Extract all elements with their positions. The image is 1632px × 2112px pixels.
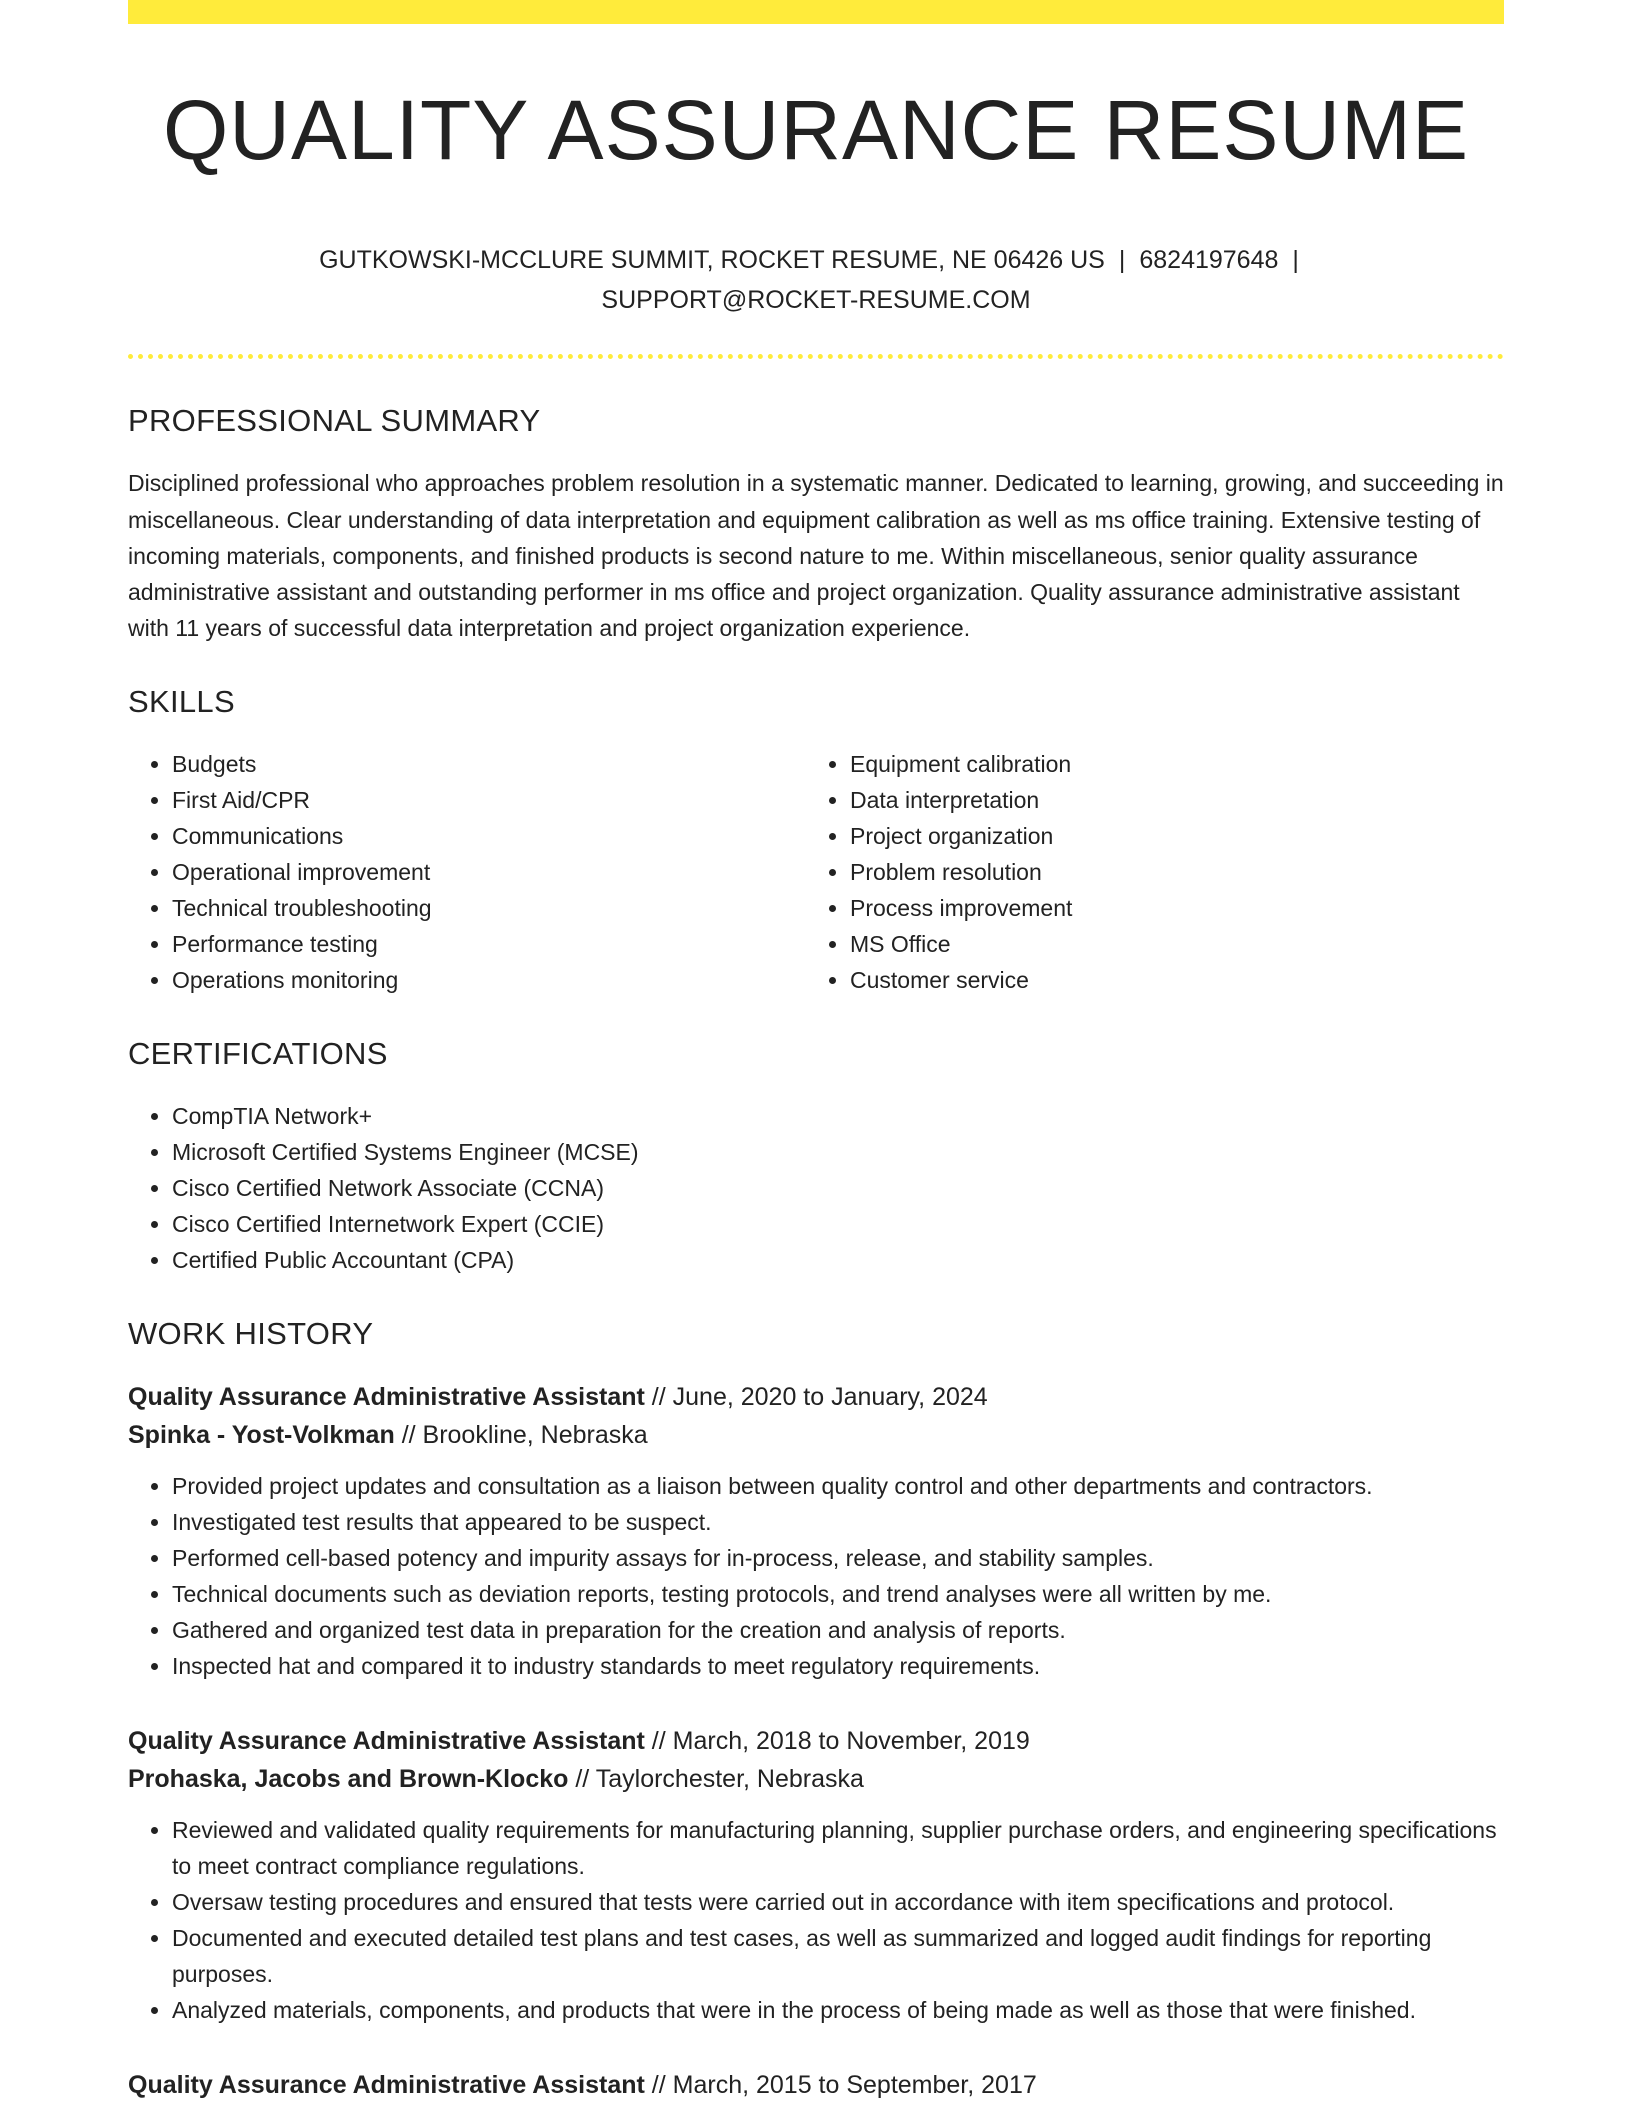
- skill-item: • Project organization: [850, 818, 1504, 854]
- resume-page: [128, 0, 1504, 2104]
- job-dates: // March, 2015 to September, 2017: [651, 2071, 1037, 2100]
- job-entry: [128, 2066, 1504, 2104]
- skills-section: [128, 684, 1504, 998]
- job-entry: [128, 1722, 1504, 2028]
- certification-item: • CompTIA Network+: [172, 1098, 1504, 1134]
- job-bullets: [128, 1812, 1504, 2028]
- job-company-line: [128, 1416, 1504, 1454]
- skill-item: • Performance testing: [172, 926, 806, 962]
- skill-item: • Customer service: [850, 962, 1504, 998]
- job-dates: // March, 2018 to November, 2019: [651, 1727, 1030, 1756]
- skill-item: • Operational improvement: [172, 854, 806, 890]
- top-accent-bar: [128, 0, 1504, 24]
- skill-item: • Technical troubleshooting: [172, 890, 806, 926]
- skill-item: • MS Office: [850, 926, 1504, 962]
- certifications-section: [128, 1036, 1504, 1278]
- certification-item: • Microsoft Certified Systems Engineer (MCSE): [172, 1134, 1504, 1170]
- skills-list-right: [806, 746, 1504, 998]
- job-entry: [128, 1378, 1504, 1684]
- skill-item: • Data interpretation: [850, 782, 1504, 818]
- job-dates: // June, 2020 to January, 2024: [651, 1383, 988, 1412]
- job-company: Spinka - Yost-Volkman: [128, 1421, 395, 1450]
- certification-item: • Certified Public Accountant (CPA): [172, 1242, 1504, 1278]
- job-location: // Taylorchester, Nebraska: [575, 1765, 864, 1794]
- job-title: Quality Assurance Administrative Assistant: [128, 2071, 645, 2100]
- skill-item: • First Aid/CPR: [172, 782, 806, 818]
- contact-info: [266, 240, 1366, 320]
- certifications-heading: CERTIFICATIONS: [128, 1036, 388, 1072]
- skills-column-right: [806, 746, 1504, 998]
- job-company: Prohaska, Jacobs and Brown-Klocko: [128, 1765, 569, 1794]
- skills-grid: [128, 746, 1504, 998]
- contact-separator: |: [1292, 246, 1299, 275]
- summary-heading: PROFESSIONAL SUMMARY: [128, 403, 541, 439]
- job-bullet: • Inspected hat and compared it to industry standards to meet regulatory requirements.: [172, 1648, 1504, 1684]
- work-history-section: [128, 1316, 1504, 2104]
- job-title: Quality Assurance Administrative Assistant: [128, 1727, 645, 1756]
- skill-item: • Process improvement: [850, 890, 1504, 926]
- job-company-line: [128, 1760, 1504, 1798]
- dotted-divider: [128, 354, 1504, 359]
- job-location: // Brookline, Nebraska: [401, 1421, 648, 1450]
- certifications-list: [128, 1098, 1504, 1278]
- job-bullet: • Performed cell-based potency and impurity assays for in-process, release, and stability samples.: [172, 1540, 1504, 1576]
- job-title: Quality Assurance Administrative Assistant: [128, 1383, 645, 1412]
- skill-item: • Operations monitoring: [172, 962, 806, 998]
- job-title-line: [128, 2066, 1504, 2104]
- skill-item: • Equipment calibration: [850, 746, 1504, 782]
- contact-email: SUPPORT@ROCKET-RESUME.COM: [601, 286, 1031, 315]
- skill-item: • Problem resolution: [850, 854, 1504, 890]
- skill-item: • Budgets: [172, 746, 806, 782]
- contact-address: GUTKOWSKI-MCCLURE SUMMIT, ROCKET RESUME, NE 06426 US: [319, 246, 1105, 275]
- job-bullets: [128, 1468, 1504, 1684]
- skills-column-left: [128, 746, 806, 998]
- work-history-heading: WORK HISTORY: [128, 1316, 374, 1352]
- skills-list-left: [128, 746, 806, 998]
- job-bullet: • Technical documents such as deviation reports, testing protocols, and trend analyses were all written by me.: [172, 1576, 1504, 1612]
- resume-title: QUALITY ASSURANCE RESUME: [162, 83, 1470, 177]
- job-bullet: • Gathered and organized test data in preparation for the creation and analysis of reports.: [172, 1612, 1504, 1648]
- summary-section: [128, 403, 1504, 646]
- contact-separator: |: [1118, 246, 1126, 275]
- job-bullet: • Documented and executed detailed test plans and test cases, as well as summarized and logged audit findings for reporting purposes.: [172, 1920, 1504, 1992]
- job-bullet: • Provided project updates and consultation as a liaison between quality control and other departments and contractors.: [172, 1468, 1504, 1504]
- certification-item: • Cisco Certified Internetwork Expert (CCIE): [172, 1206, 1504, 1242]
- job-bullet: • Reviewed and validated quality requirements for manufacturing planning, supplier purchase orders, and engineering specifications to meet contract compliance regulations.: [172, 1812, 1504, 1884]
- job-bullet: • Analyzed materials, components, and products that were in the process of being made as well as those that were finished.: [172, 1992, 1504, 2028]
- skill-item: • Communications: [172, 818, 806, 854]
- contact-phone: 6824197648: [1139, 246, 1279, 275]
- certification-item: • Cisco Certified Network Associate (CCNA): [172, 1170, 1504, 1206]
- job-bullet: • Investigated test results that appeared to be suspect.: [172, 1504, 1504, 1540]
- skills-heading: SKILLS: [128, 684, 235, 720]
- summary-text: Disciplined professional who approaches problem resolution in a systematic manner. Dedicated to learning, growing, and succeeding in miscellaneous. Clear understanding of data interpretation and equipment calibration as well as ms office training. Extensive testing of incoming materials, components, and finished products is second nature to me. Within miscellaneous, senior quality assurance administrative assistant and outstanding performer in ms office and project organization. Quality assurance administrative assistant with 11 years of successful data interpretation and project organization experience.: [128, 470, 1504, 642]
- job-title-line: [128, 1722, 1504, 1760]
- job-bullet: • Oversaw testing procedures and ensured that tests were carried out in accordance with item specifications and protocol.: [172, 1884, 1504, 1920]
- job-title-line: [128, 1378, 1504, 1416]
